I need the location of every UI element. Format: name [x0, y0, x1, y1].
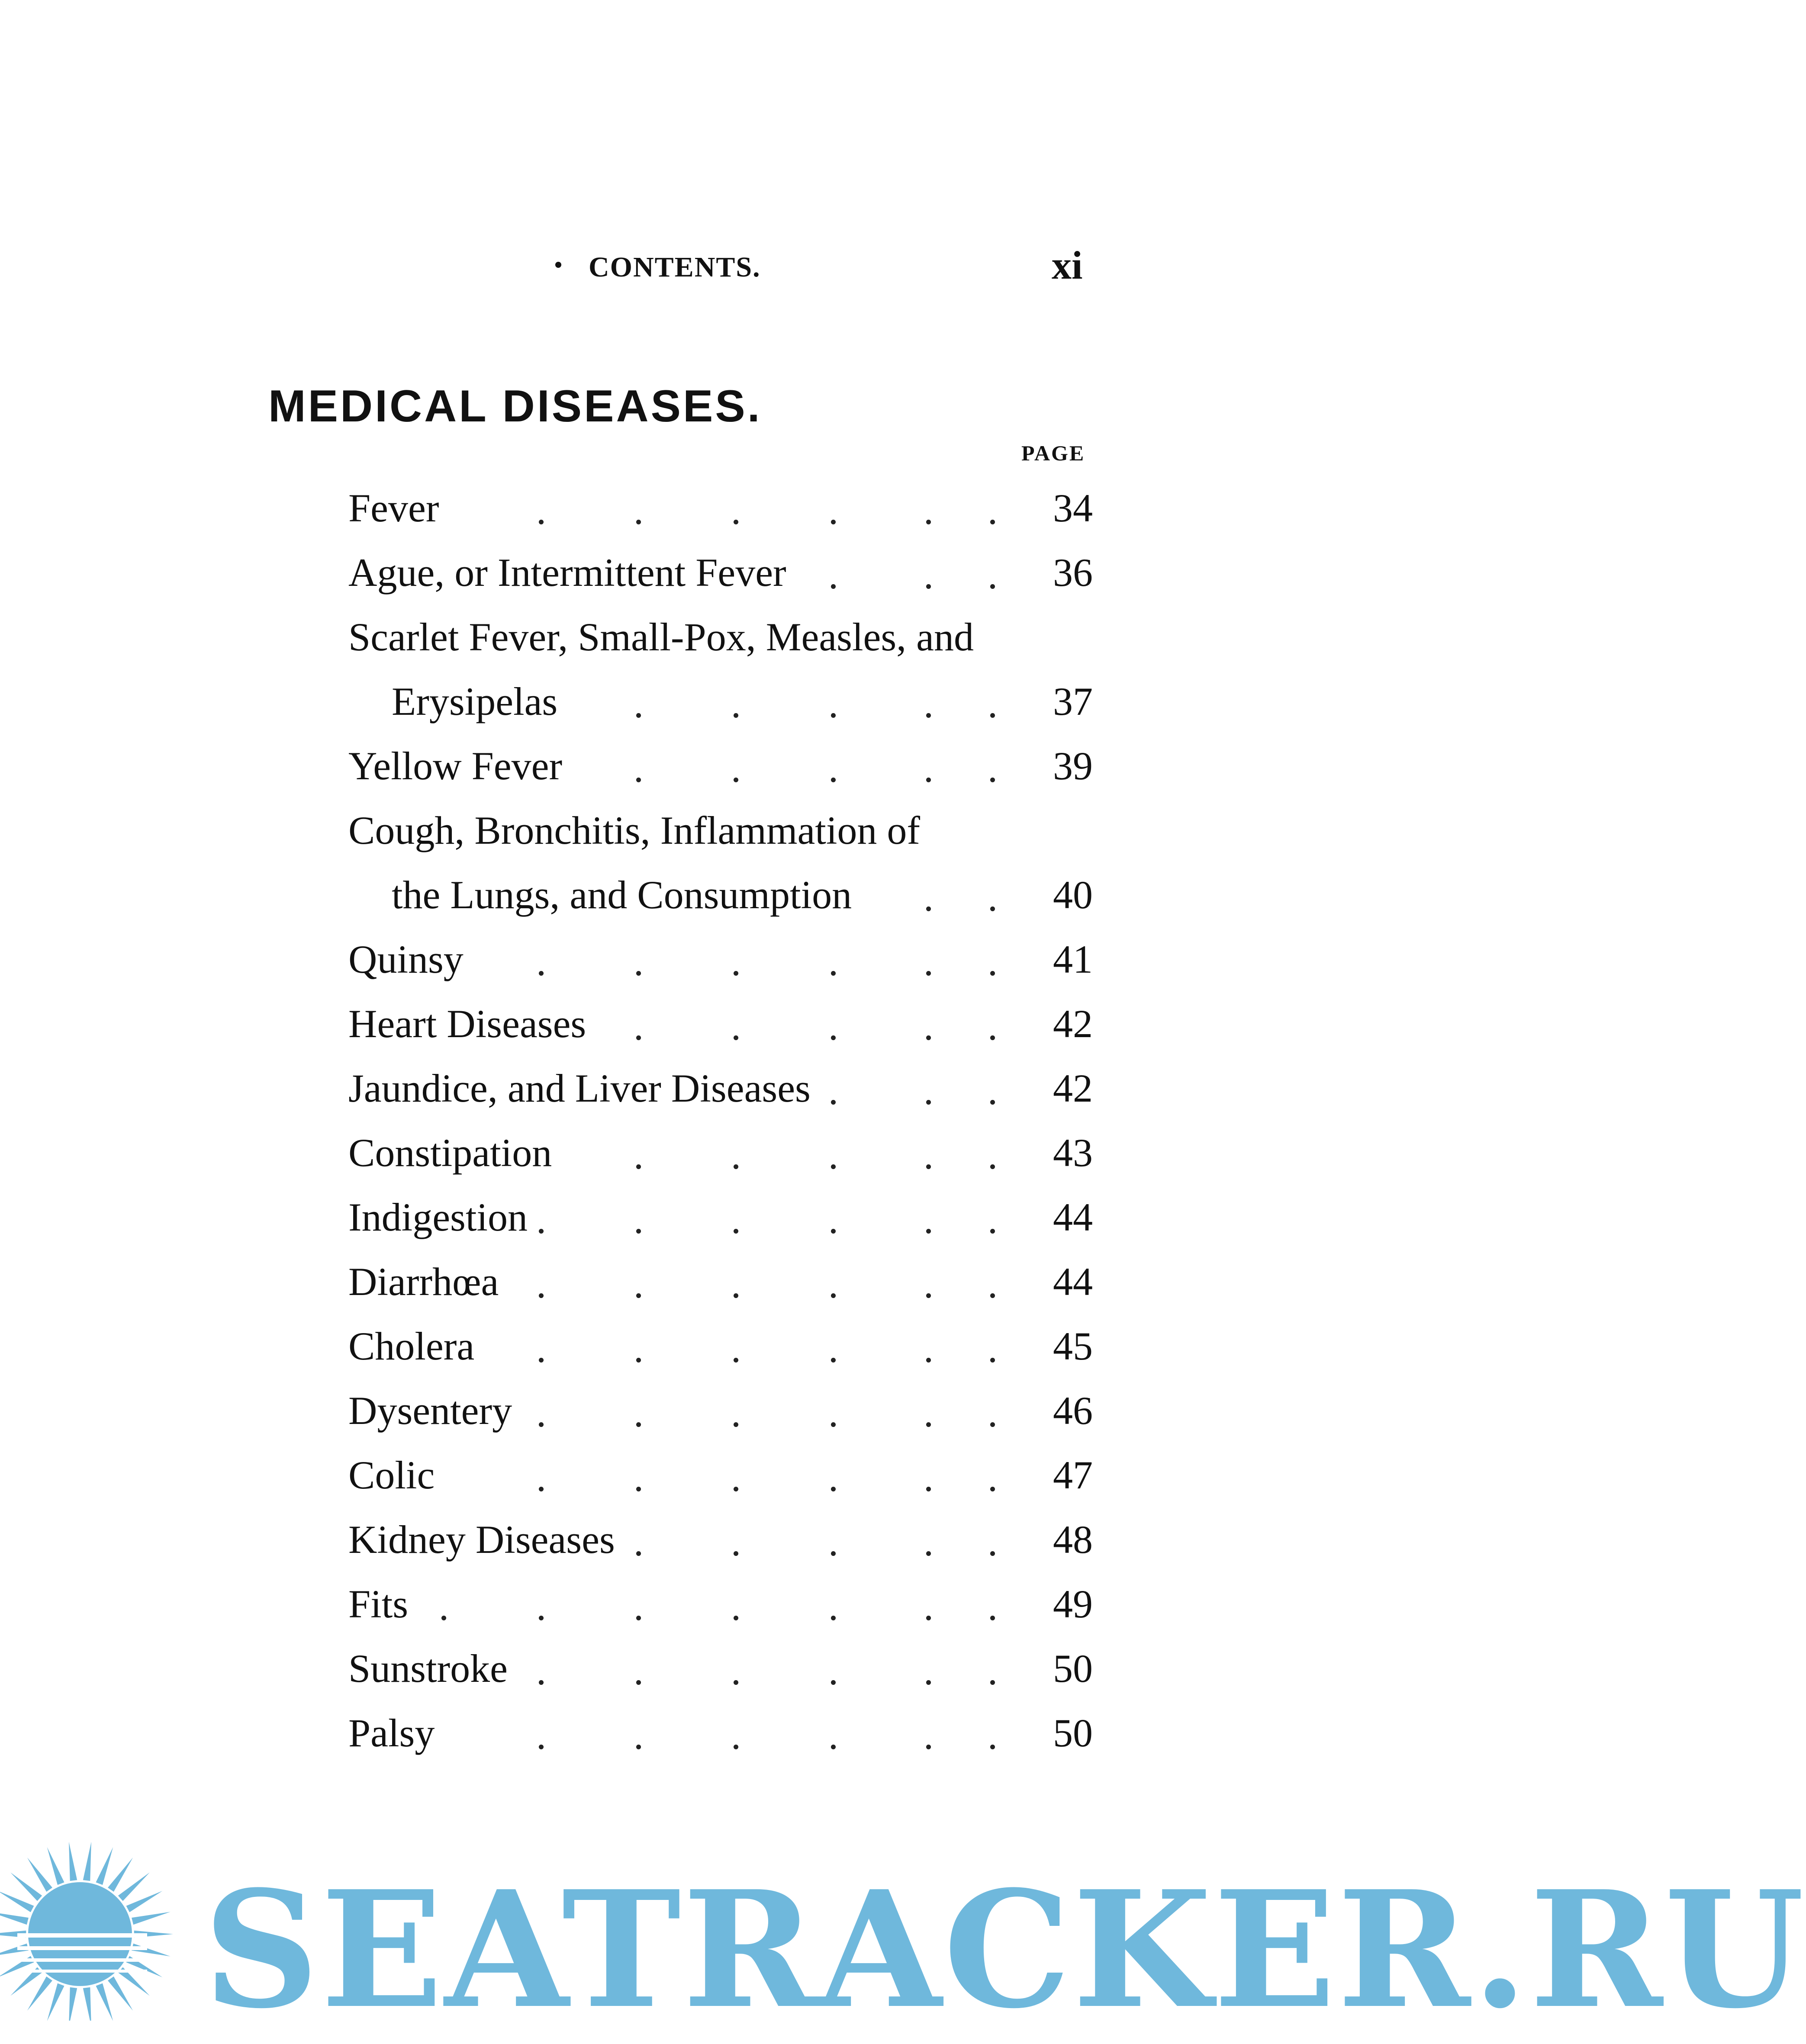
leader-dot	[926, 1551, 931, 1556]
leader-dot	[734, 1745, 738, 1749]
leader-dot	[636, 1745, 641, 1749]
leader-dot	[831, 584, 836, 589]
sun-ray	[69, 1842, 77, 1881]
leader-dot	[539, 971, 544, 976]
toc-entry	[348, 1443, 1093, 1507]
leader-dot	[926, 971, 931, 976]
entry-title: Quinsy	[348, 937, 464, 981]
header-dot	[555, 262, 561, 268]
leader-dot	[831, 1487, 836, 1491]
entry-page-number: 41	[1053, 937, 1093, 981]
leader-dot	[990, 1100, 995, 1105]
entry-title: Ague, or Intermittent Fever	[348, 550, 786, 595]
leader-dot	[734, 1293, 738, 1298]
watermark	[0, 1839, 1806, 2044]
entry-title: Fits	[348, 1582, 409, 1626]
entry-page-number: 42	[1053, 1066, 1093, 1110]
leader-dot	[926, 1487, 931, 1491]
leader-dot	[926, 906, 931, 911]
entry-page-number: 44	[1053, 1195, 1093, 1239]
entry-page-number: 34	[1053, 486, 1093, 530]
leader-dot	[926, 1100, 931, 1105]
entry-page-number: 50	[1053, 1646, 1093, 1690]
leader-dot	[831, 520, 836, 524]
leader-dot	[831, 1100, 836, 1105]
entry-page-number: 50	[1053, 1711, 1093, 1755]
entry-page-number: 48	[1053, 1517, 1093, 1562]
leader-dot	[636, 1422, 641, 1427]
page-column-label: PAGE	[1021, 441, 1085, 465]
leader-dot	[734, 1035, 738, 1040]
toc-entry	[348, 1056, 1093, 1121]
entry-page-number: 36	[1053, 550, 1093, 595]
toc-entry	[348, 1636, 1093, 1701]
sun-ray	[108, 1977, 133, 2011]
leader-dot	[990, 520, 995, 524]
leader-dot	[926, 1745, 931, 1749]
entry-page-number: 37	[1053, 679, 1093, 723]
entry-title: Palsy	[348, 1711, 435, 1755]
leader-dot	[990, 713, 995, 718]
leader-dot	[831, 713, 836, 718]
sun-ray	[83, 1987, 91, 2027]
leader-dot	[831, 778, 836, 782]
leader-dot	[539, 520, 544, 524]
leader-dot	[636, 778, 641, 782]
leader-dot	[990, 1745, 995, 1749]
sun-ray	[96, 1983, 113, 2021]
leader-dot	[990, 1551, 995, 1556]
leader-dot	[990, 971, 995, 976]
leader-dot	[539, 1293, 544, 1298]
leader-dot	[831, 1422, 836, 1427]
toc-entry-line	[348, 798, 1093, 863]
leader-dot	[734, 520, 738, 524]
leader-dot	[734, 1422, 738, 1427]
leader-dot	[734, 1616, 738, 1620]
entry-page-number: 49	[1053, 1582, 1093, 1626]
entry-title: Diarrhœa	[348, 1260, 499, 1304]
leader-dot	[636, 1487, 641, 1491]
leader-dot	[636, 1551, 641, 1556]
entry-page-number: 47	[1053, 1453, 1093, 1497]
leader-dot	[990, 1229, 995, 1234]
leader-dot	[926, 584, 931, 589]
leader-dot	[734, 1680, 738, 1685]
entry-title: Fever	[348, 486, 439, 530]
sun-ray	[118, 1872, 150, 1901]
leader-dot	[831, 1680, 836, 1685]
entry-title: Heart Diseases	[348, 1002, 586, 1046]
toc-entry	[348, 927, 1093, 992]
toc-entry	[348, 1507, 1093, 1572]
entry-page-number: 42	[1053, 1002, 1093, 1046]
leader-dot	[539, 1229, 544, 1234]
sun-icon	[0, 1839, 203, 2021]
entry-title: Colic	[348, 1453, 435, 1497]
entry-page-number: 44	[1053, 1260, 1093, 1304]
running-head	[0, 242, 1099, 290]
toc-entry-line	[348, 605, 1093, 669]
running-title: CONTENTS.	[589, 251, 761, 283]
sun-ray	[0, 1912, 29, 1925]
entry-title: Cholera	[348, 1324, 475, 1368]
leader-dot	[926, 1164, 931, 1169]
toc-entry	[348, 476, 1093, 540]
toc-entry	[348, 1572, 1093, 1636]
toc-entry	[348, 1250, 1093, 1314]
toc-entry	[348, 734, 1093, 798]
contents-list	[348, 476, 1093, 1765]
leader-dot	[990, 1487, 995, 1491]
leader-dot	[831, 1164, 836, 1169]
leader-dot	[990, 1422, 995, 1427]
sun-ray	[96, 1847, 113, 1885]
entry-title: the Lungs, and Consumption	[392, 873, 852, 917]
leader-dot	[926, 1358, 931, 1363]
leader-dot	[926, 713, 931, 718]
leader-dot	[926, 1293, 931, 1298]
leader-dot	[734, 1551, 738, 1556]
leader-dot	[636, 1229, 641, 1234]
entry-title: Scarlet Fever, Small-Pox, Measles, and	[348, 615, 974, 659]
leader-dot	[636, 520, 641, 524]
toc-entry	[348, 669, 1093, 734]
leader-dot	[734, 1358, 738, 1363]
leader-dot	[831, 1293, 836, 1298]
leader-dot	[539, 1680, 544, 1685]
leader-dot	[831, 1358, 836, 1363]
leader-dot	[636, 1035, 641, 1040]
leader-dot	[734, 713, 738, 718]
leader-dot	[734, 1229, 738, 1234]
leader-dot	[926, 1035, 931, 1040]
sun-ray	[27, 1977, 52, 2011]
leader-dot	[831, 1229, 836, 1234]
leader-dot	[926, 520, 931, 524]
leader-dot	[990, 778, 995, 782]
leader-dot	[831, 1551, 836, 1556]
entry-title: Cough, Bronchitis, Inflammation of	[348, 808, 921, 852]
leader-dot	[831, 1616, 836, 1620]
leader-dot	[926, 1229, 931, 1234]
entry-page-number: 40	[1053, 873, 1093, 917]
entry-title: Dysentery	[348, 1388, 512, 1433]
leader-dot	[990, 906, 995, 911]
leader-dot	[636, 1680, 641, 1685]
leader-dot	[636, 1358, 641, 1363]
leader-dot	[831, 971, 836, 976]
leader-dot	[636, 1164, 641, 1169]
sun-ray	[10, 1872, 42, 1901]
leader-dot	[990, 1293, 995, 1298]
leader-dot	[990, 1680, 995, 1685]
entry-page-number: 43	[1053, 1131, 1093, 1175]
leader-dot	[539, 1616, 544, 1620]
entry-page-number: 45	[1053, 1324, 1093, 1368]
entry-title: Yellow Fever	[348, 744, 563, 788]
sun-ray	[47, 1847, 64, 1885]
leader-dot	[734, 1487, 738, 1491]
sun-ray	[69, 1987, 77, 2027]
sun-ray	[108, 1858, 133, 1892]
leader-dot	[636, 1293, 641, 1298]
leader-dot	[636, 971, 641, 976]
leader-dot	[926, 1422, 931, 1427]
entry-title: Indigestion	[348, 1195, 528, 1239]
leader-dot	[831, 1745, 836, 1749]
entry-title: Sunstroke	[348, 1646, 508, 1690]
section-title: MEDICAL DISEASES.	[268, 381, 762, 431]
sun-ray	[83, 1842, 91, 1881]
sun-ray	[132, 1912, 171, 1925]
toc-entry	[348, 1185, 1093, 1250]
leader-dot	[990, 584, 995, 589]
sun-ray	[47, 1983, 64, 2021]
sun-ray	[27, 1858, 52, 1892]
leader-dot	[734, 778, 738, 782]
entry-title: Erysipelas	[392, 679, 558, 723]
leader-dot	[539, 1358, 544, 1363]
leader-dot	[539, 1487, 544, 1491]
leader-dot	[926, 1616, 931, 1620]
entry-page-number: 39	[1053, 744, 1093, 788]
leader-dot	[636, 1616, 641, 1620]
leader-dot	[990, 1358, 995, 1363]
leader-dot	[539, 1745, 544, 1749]
leader-dot	[734, 1164, 738, 1169]
leader-dot	[636, 713, 641, 718]
sun-ray	[126, 1891, 163, 1912]
toc-entry	[348, 1701, 1093, 1765]
toc-entry	[348, 1121, 1093, 1185]
leader-dot	[926, 778, 931, 782]
toc-entry	[348, 992, 1093, 1056]
watermark-text: SEATRACKER.RU	[203, 1856, 1806, 2044]
leader-dot	[441, 1616, 446, 1620]
page-folio: xi	[1052, 243, 1083, 287]
toc-entry	[348, 540, 1093, 605]
entry-page-number: 46	[1053, 1388, 1093, 1433]
sun-ray	[0, 1891, 34, 1912]
entry-title: Kidney Diseases	[348, 1517, 615, 1562]
entry-title: Jaundice, and Liver Diseases	[348, 1066, 811, 1110]
toc-entry	[348, 863, 1093, 927]
leader-dot	[990, 1035, 995, 1040]
leader-dot	[734, 971, 738, 976]
leader-dot	[990, 1616, 995, 1620]
leader-dot	[926, 1680, 931, 1685]
toc-entry	[348, 1314, 1093, 1379]
leader-dot	[831, 1035, 836, 1040]
entry-title: Constipation	[348, 1131, 552, 1175]
toc-entry	[348, 1379, 1093, 1443]
leader-dot	[990, 1164, 995, 1169]
leader-dot	[539, 1422, 544, 1427]
